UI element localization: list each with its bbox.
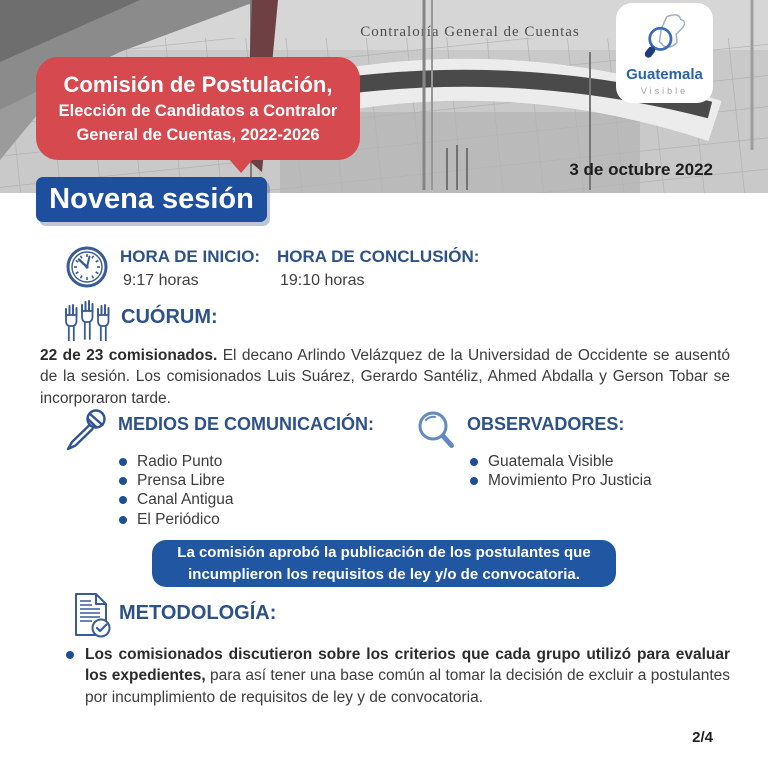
title-line1: Comisión de Postulación,	[63, 72, 333, 97]
end-time-value: 19:10 horas	[280, 272, 365, 289]
bullet-icon	[119, 516, 127, 524]
observer-item-label: Movimiento Pro Justicia	[488, 472, 652, 490]
bullet-icon	[119, 496, 127, 504]
highlight-line2: incumplieron los requisitos de ley y/o de convocatoria.	[188, 565, 580, 583]
media-item-label: El Periódico	[137, 510, 220, 528]
methodology-label: METODOLOGÍA:	[119, 602, 277, 624]
guatemala-visible-logo-icon	[639, 12, 691, 62]
list-item	[119, 452, 234, 471]
media-list	[119, 452, 234, 530]
guatemala-visible-logo	[616, 3, 713, 103]
session-date: 3 de octubre 2022	[569, 160, 713, 179]
title-banner	[36, 57, 360, 160]
clock-icon	[65, 245, 109, 289]
bullet-icon	[119, 477, 127, 485]
quorum-text	[40, 345, 730, 409]
bullet-icon	[470, 477, 478, 485]
bullet-icon	[470, 458, 478, 466]
media-label: MEDIOS DE COMUNICACIÓN:	[118, 414, 374, 434]
building-sign-text: Contraloría General de Cuentas	[360, 24, 580, 40]
highlight-line1: La comisión aprobó la publicación de los postulantes que	[177, 544, 591, 562]
start-time-label: HORA DE INICIO:	[120, 247, 261, 266]
methodology-text	[85, 644, 730, 708]
quorum-rest: El decano Arlindo Velázquez de la Universidad de Occidente se ausentó de la sesión. Los comisionados Luis Suárez, Gerardo Santéliz, Ahmed Abdalla y Gerson Tobar se incorporaron tarde.	[40, 347, 731, 407]
session-title-banner: Novena sesión	[36, 177, 267, 222]
highlight-banner	[152, 540, 616, 587]
list-item	[119, 491, 234, 510]
list-item	[119, 510, 234, 529]
bullet-icon	[119, 458, 127, 466]
methodology-bold: Los comisionados discutieron sobre los criterios que cada grupo utilizó para evaluar los expedientes,	[85, 646, 730, 685]
media-item-label: Radio Punto	[137, 452, 223, 470]
logo-name: Guatemala	[626, 66, 703, 83]
observer-item-label: Guatemala Visible	[488, 452, 614, 470]
quorum-bold: 22 de 23 comisionados.	[40, 347, 218, 364]
title-line2: Elección de Candidatos a Contralor	[58, 102, 338, 120]
document-check-icon	[72, 592, 112, 638]
microphone-icon	[62, 407, 110, 455]
observers-label: OBSERVADORES:	[467, 414, 625, 434]
title-line3: General de Cuentas, 2022-2026	[76, 126, 320, 145]
list-item	[470, 452, 652, 471]
page-number: 2/4	[692, 729, 713, 746]
magnifier-icon	[416, 409, 458, 453]
quorum-label: CUÓRUM:	[121, 306, 218, 328]
raised-hands-icon	[62, 297, 114, 341]
end-time-label: HORA DE CONCLUSIÓN:	[277, 247, 480, 266]
observers-list	[470, 452, 652, 491]
methodology-rest: para así tener una base común al tomar la decisión de excluir a postulantes por incumplimiento de requisitos de ley y de convocatoria.	[85, 667, 730, 706]
media-item-label: Canal Antigua	[137, 491, 234, 509]
logo-subname: Visible	[640, 86, 689, 96]
bullet-icon	[66, 651, 74, 659]
list-item	[119, 471, 234, 490]
list-item	[470, 471, 652, 490]
start-time-value: 9:17 horas	[123, 272, 199, 289]
media-item-label: Prensa Libre	[137, 472, 225, 490]
title-banner-tail	[228, 158, 254, 173]
